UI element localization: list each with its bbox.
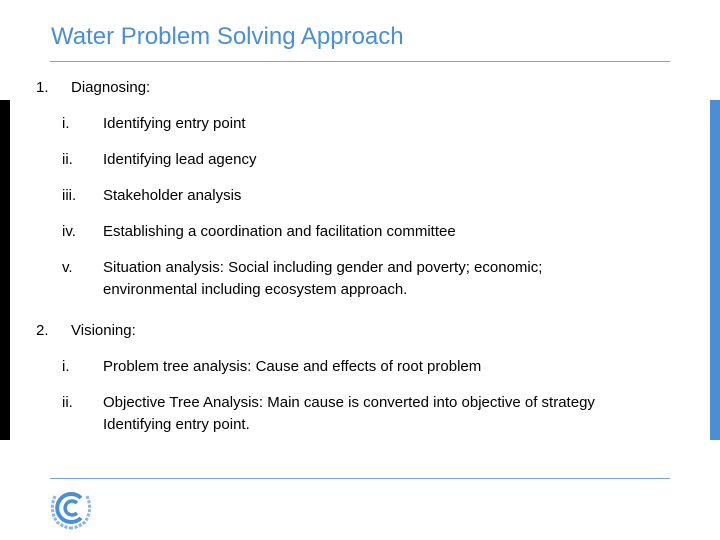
- item-text: Stakeholder analysis: [103, 187, 242, 204]
- left-accent-bar: [0, 100, 10, 440]
- top-divider: [50, 61, 670, 62]
- item-text-continued: environmental including ecosystem approach.: [103, 281, 408, 298]
- item-text: Situation analysis: Social including gender and poverty; economic;: [103, 259, 543, 276]
- item-number: v.: [62, 259, 73, 276]
- item-number: i.: [62, 358, 70, 375]
- slide-title: Water Problem Solving Approach: [51, 23, 404, 50]
- item-text: Establishing a coordination and facilitation committee: [103, 223, 456, 240]
- unfccc-logo-icon: [47, 488, 95, 530]
- item-number: iv.: [62, 223, 76, 240]
- item-number: ii.: [62, 394, 73, 411]
- item-text-continued: Identifying entry point.: [103, 416, 250, 433]
- item-number: ii.: [62, 151, 73, 168]
- right-accent-bar: [710, 100, 720, 440]
- item-text: Diagnosing:: [71, 79, 151, 96]
- item-text: Problem tree analysis: Cause and effects of root problem: [103, 358, 482, 375]
- item-text: Visioning:: [71, 322, 136, 339]
- bottom-divider: [50, 478, 670, 479]
- item-text: Objective Tree Analysis: Main cause is converted into objective of strategy: [103, 394, 595, 411]
- item-text: Identifying entry point: [103, 115, 246, 132]
- item-number: i.: [62, 115, 70, 132]
- item-text: Identifying lead agency: [103, 151, 257, 168]
- item-number: 2.: [36, 322, 49, 339]
- item-number: iii.: [62, 187, 77, 204]
- item-number: 1.: [36, 79, 49, 96]
